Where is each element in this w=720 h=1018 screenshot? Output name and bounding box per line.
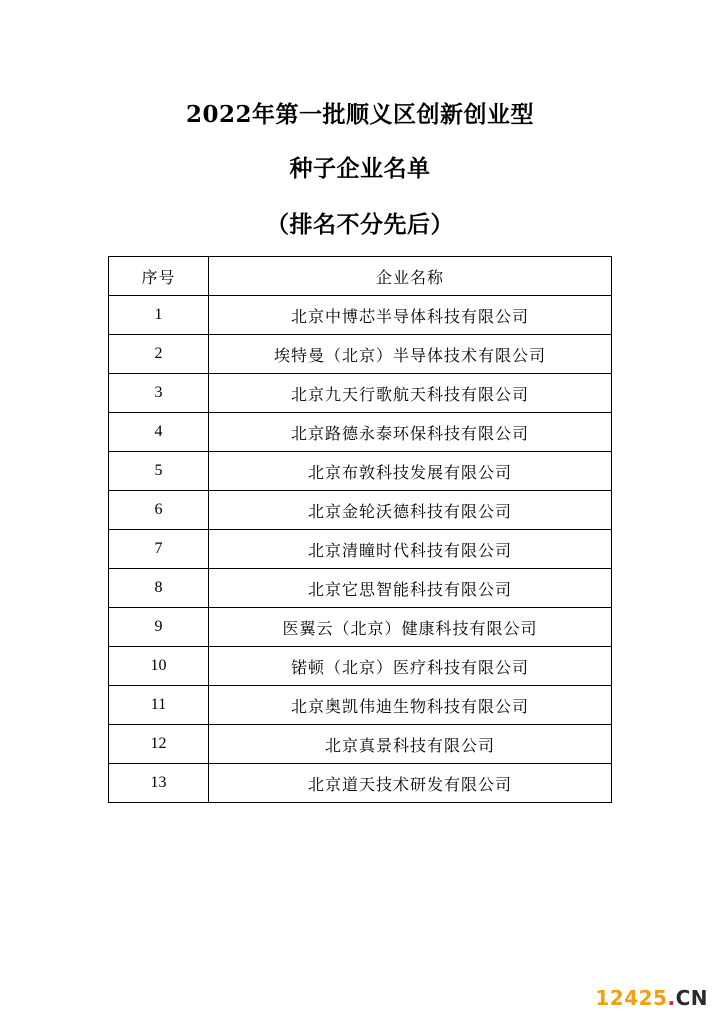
table-row [109,374,612,413]
watermark-number: 12425 [595,986,668,1010]
table-row [109,686,612,725]
row-serial-number: 5 [109,452,209,491]
row-company-name: 北京奥凯伟迪生物科技有限公司 [209,686,612,725]
table-row [109,647,612,686]
row-serial-number: 12 [109,725,209,764]
table-row [109,413,612,452]
table-row [109,491,612,530]
header-serial-number: 序号 [109,257,209,296]
company-list-table [108,256,612,803]
table-row [109,608,612,647]
row-company-name: 北京布敦科技发展有限公司 [209,452,612,491]
row-company-name: 北京清瞳时代科技有限公司 [209,530,612,569]
header-company-name: 企业名称 [209,257,612,296]
table-row [109,452,612,491]
row-company-name: 北京道天技术研发有限公司 [209,764,612,803]
row-serial-number: 2 [109,335,209,374]
row-serial-number: 1 [109,296,209,335]
row-serial-number: 9 [109,608,209,647]
table-row [109,296,612,335]
table-row [109,335,612,374]
watermark-suffix: CN [675,986,708,1010]
row-company-name: 锘顿（北京）医疗科技有限公司 [209,647,612,686]
table-header-row [109,257,612,296]
row-serial-number: 11 [109,686,209,725]
row-company-name: 北京它思智能科技有限公司 [209,569,612,608]
row-serial-number: 13 [109,764,209,803]
document-subtitle: （排名不分先后） [266,211,454,238]
watermark-dot: . [667,986,676,1010]
row-company-name: 北京九天行歌航天科技有限公司 [209,374,612,413]
document-title-line-2: 种子企业名单 [289,155,431,182]
document-title-line-1: 2022年第一批顺义区创新创业型 [185,101,534,128]
row-company-name: 北京中博芯半导体科技有限公司 [209,296,612,335]
row-company-name: 医翼云（北京）健康科技有限公司 [209,608,612,647]
row-serial-number: 10 [109,647,209,686]
row-serial-number: 4 [109,413,209,452]
row-serial-number: 7 [109,530,209,569]
row-serial-number: 6 [109,491,209,530]
row-company-name: 北京路德永泰环保科技有限公司 [209,413,612,452]
row-company-name: 埃特曼（北京）半导体技术有限公司 [209,335,612,374]
row-serial-number: 3 [109,374,209,413]
site-watermark [595,986,708,1010]
row-company-name: 北京金轮沃德科技有限公司 [209,491,612,530]
table-row [109,569,612,608]
row-serial-number: 8 [109,569,209,608]
row-company-name: 北京真景科技有限公司 [209,725,612,764]
table-row [109,530,612,569]
table-row [109,725,612,764]
table-row [109,764,612,803]
